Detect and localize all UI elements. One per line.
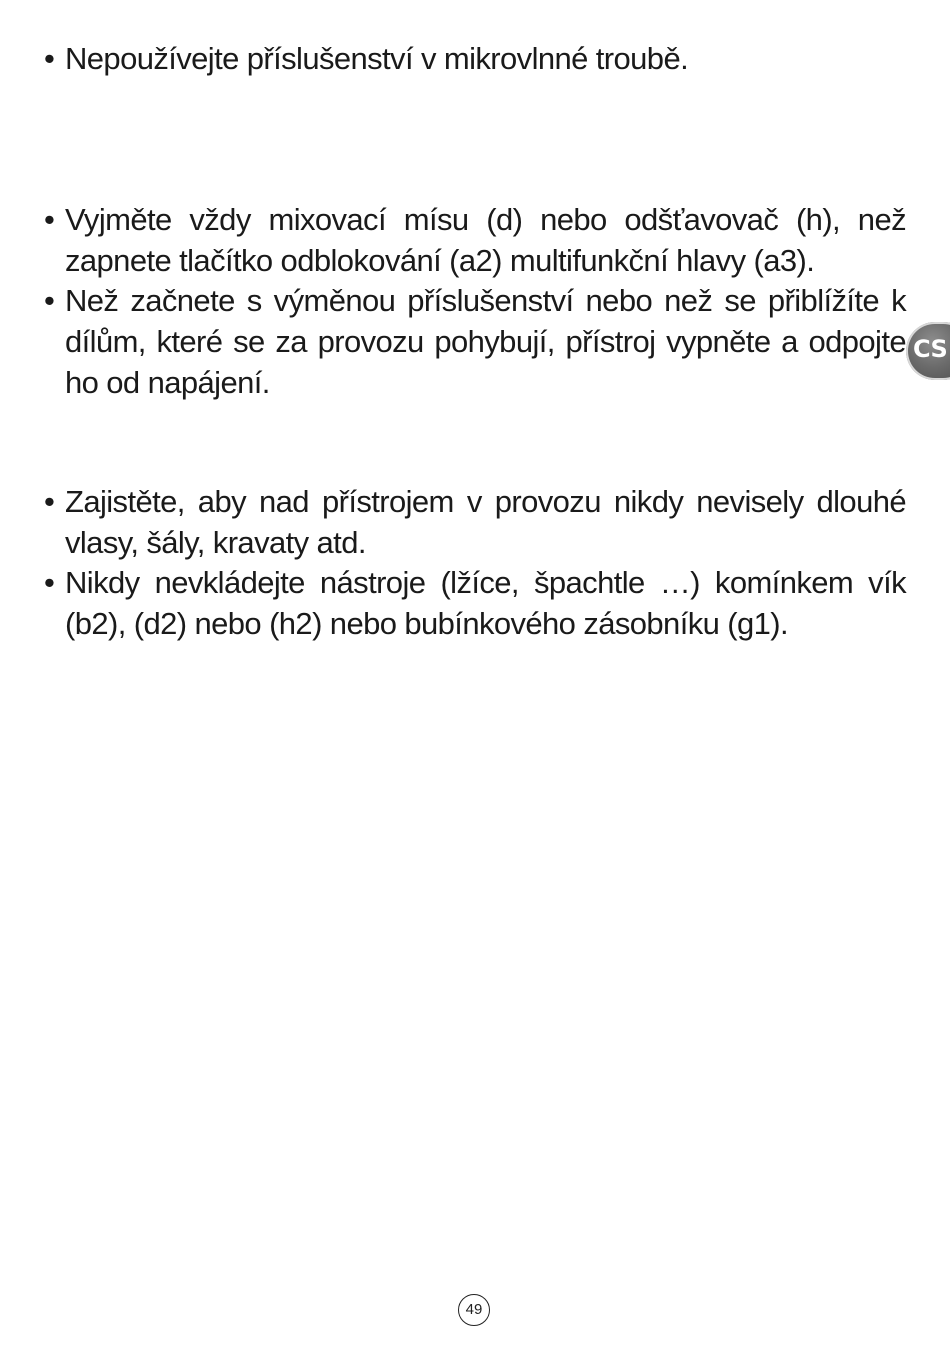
language-tab-label: CS (913, 335, 948, 363)
bullet-text: Vyjměte vždy mixovací mísu (d) nebo odšťavovač (h), než zapnete tlačítko odblokování (a2) multifunkční hlavy (a3). (65, 202, 906, 278)
bullet-item (44, 38, 906, 79)
bullet-item (44, 562, 906, 644)
page-number: 49 (458, 1294, 490, 1326)
bullet-marker: • (44, 283, 55, 318)
language-tab (906, 322, 950, 380)
bullet-text: Než začnete s výměnou příslušenství nebo než se přiblížíte k dílům, které se za provozu pohybují, přístroj vypněte a odpojte ho od napájení. (65, 283, 906, 400)
bullet-item (44, 199, 906, 281)
bullet-text: Nepoužívejte příslušenství v mikrovlnné troubě. (65, 41, 689, 76)
bullet-text: Nikdy nevkládejte nástroje (lžíce, špachtle …) komínkem vík (b2), (d2) nebo (h2) nebo bubínkového zásobníku (g1). (65, 565, 906, 641)
bullet-marker: • (44, 41, 55, 76)
bullet-marker: • (44, 484, 55, 519)
bullet-marker: • (44, 565, 55, 600)
bullet-marker: • (44, 202, 55, 237)
bullet-item (44, 280, 906, 403)
bullet-item (44, 481, 906, 563)
bullet-text: Zajistěte, aby nad přístrojem v provozu nikdy nevisely dlouhé vlasy, šály, kravaty atd. (65, 484, 906, 560)
